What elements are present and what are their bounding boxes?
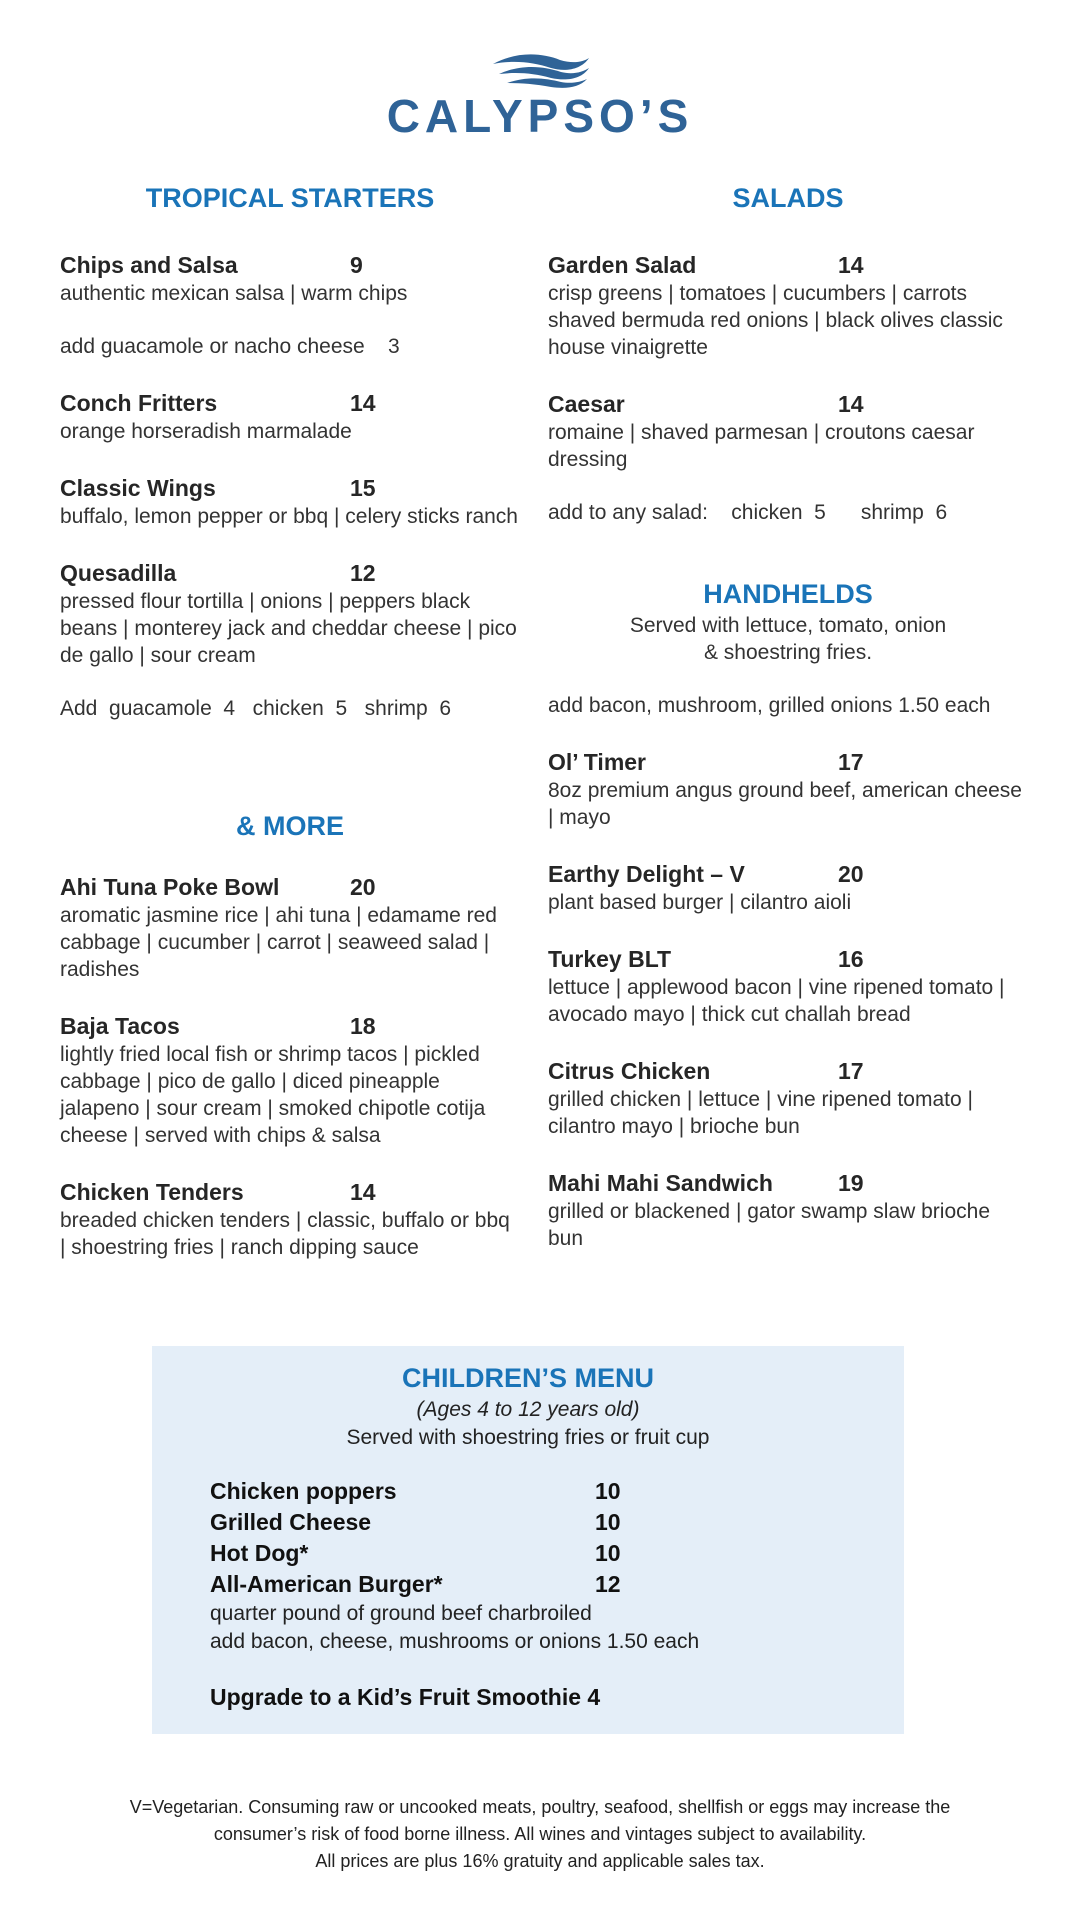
item-name: Baja Tacos (60, 1013, 180, 1039)
footer-line: consumer’s risk of food borne illness. All wines and vintages subject to availability. (213, 1824, 867, 1844)
salads-title: SALADS (732, 183, 844, 213)
item-name: Ahi Tuna Poke Bowl (60, 874, 280, 900)
item-price: 14 (350, 1179, 376, 1205)
item-price: 14 (838, 391, 864, 417)
item-name: Citrus Chicken (548, 1058, 711, 1084)
menu-item (548, 944, 1028, 1028)
item-price: 15 (350, 475, 376, 501)
menu-item (60, 872, 520, 983)
burger-desc: quarter pound of ground beef charbroiled (210, 1602, 592, 1625)
item-price: 19 (838, 1170, 864, 1196)
item-name: Conch Fritters (60, 390, 218, 416)
item-price: 16 (838, 946, 864, 972)
item-desc: authentic mexican salsa | warm chips (60, 282, 408, 305)
handhelds-title: HANDHELDS (703, 579, 873, 609)
item-price: 17 (838, 749, 864, 775)
kids-title: CHILDREN’S MENU (401, 1363, 654, 1393)
item-price: 20 (350, 874, 376, 900)
menu-item (60, 1177, 520, 1261)
kids-item (210, 1507, 904, 1538)
item-desc: buffalo, lemon pepper or bbq | celery sticks ranch (60, 505, 518, 528)
kids-item (210, 1538, 904, 1569)
item-name: Mahi Mahi Sandwich (548, 1170, 773, 1196)
footer-disclaimer (60, 1794, 1020, 1875)
item-name: All-American Burger* (210, 1571, 443, 1597)
item-desc: romaine | shaved parmesan | croutons caesar dressing (548, 421, 975, 471)
left-column (60, 180, 520, 1261)
kids-served: Served with shoestring fries or fruit cup (346, 1426, 710, 1449)
item-name: Hot Dog* (210, 1540, 309, 1566)
item-name: Caesar (548, 391, 625, 417)
menu-item (548, 389, 1028, 473)
starters-title: TROPICAL STARTERS (145, 183, 435, 213)
item-desc: orange horseradish marmalade (60, 420, 352, 443)
item-desc: lightly fried local fish or shrimp tacos | pickled cabbage | pico de gallo | diced pineapple jalapeno | sour cream | smoked chipotle cotija cheese | served with chips & salsa (60, 1043, 486, 1147)
burger-addon: add bacon, cheese, mushrooms or onions 1.50 each (210, 1630, 700, 1653)
right-column (548, 180, 1028, 1252)
item-name: Earthy Delight – V (548, 861, 745, 887)
item-desc: aromatic jasmine rice | ahi tuna | edamame red cabbage | cucumber | carrot | seaweed salad | radishes (60, 904, 497, 981)
item-price: 10 (595, 1540, 621, 1566)
handhelds-subtitle: Served with lettuce, tomato, onion (629, 614, 947, 637)
handhelds-addon: add bacon, mushroom, grilled onions 1.50 each (548, 694, 991, 717)
item-name: Garden Salad (548, 252, 697, 278)
kids-item (210, 1476, 904, 1507)
kids-item (210, 1569, 904, 1600)
item-price: 10 (595, 1509, 621, 1535)
menu-item (548, 1056, 1028, 1140)
item-name: Chips and Salsa (60, 252, 238, 278)
item-desc: breaded chicken tenders | classic, buffalo or bbq | shoestring fries | ranch dipping sauce (60, 1209, 510, 1259)
item-name: Ol’ Timer (548, 749, 647, 775)
footer-line: V=Vegetarian. Consuming raw or uncooked meats, poultry, seafood, shellfish or eggs may increase the (129, 1797, 951, 1817)
item-price: 12 (350, 560, 376, 586)
item-name: Quesadilla (60, 560, 177, 586)
item-name: Classic Wings (60, 475, 216, 501)
menu-item (60, 388, 520, 445)
item-price: 12 (595, 1571, 621, 1597)
item-price: 10 (595, 1478, 621, 1504)
menu-item (60, 473, 520, 530)
menu-item (548, 747, 1028, 831)
item-name: Chicken poppers (210, 1478, 397, 1504)
item-price: 14 (838, 252, 864, 278)
menu-item (548, 250, 1028, 361)
menu-item (60, 1011, 520, 1149)
item-price: 20 (838, 861, 864, 887)
kids-ages: (Ages 4 to 12 years old) (416, 1398, 640, 1421)
smoothie-upgrade: Upgrade to a Kid’s Fruit Smoothie 4 (210, 1684, 601, 1710)
item-name: Grilled Cheese (210, 1509, 372, 1535)
quesadilla-addon: Add guacamole 4 chicken 5 shrimp 6 (60, 697, 452, 720)
menu-item (60, 558, 520, 669)
item-price: 14 (350, 390, 376, 416)
more-title: & MORE (236, 811, 344, 841)
wave-icon (485, 50, 595, 90)
menu-item (548, 859, 1028, 916)
item-price: 18 (350, 1013, 376, 1039)
salad-addon: add to any salad: chicken 5 shrimp 6 (548, 501, 948, 524)
logo (0, 50, 1080, 142)
footer-line: All prices are plus 16% gratuity and applicable sales tax. (315, 1851, 765, 1871)
item-desc: crisp greens | tomatoes | cucumbers | carrots shaved bermuda red onions | black olives classic house vinaigrette (548, 282, 1003, 359)
chips-addon: add guacamole or nacho cheese 3 (60, 335, 400, 358)
item-desc: lettuce | applewood bacon | vine ripened tomato | avocado mayo | thick cut challah bread (548, 976, 1005, 1026)
item-desc: grilled or blackened | gator swamp slaw brioche bun (548, 1200, 991, 1250)
brand-name: CALYPSO’S (386, 90, 694, 142)
menu-item (548, 1168, 1028, 1252)
item-name: Turkey BLT (548, 946, 672, 972)
item-price: 9 (350, 252, 363, 278)
menu-item (60, 250, 520, 307)
children-menu-box (152, 1346, 904, 1734)
item-desc: 8oz premium angus ground beef, american cheese | mayo (548, 779, 1022, 829)
item-desc: grilled chicken | lettuce | vine ripened tomato | cilantro mayo | brioche bun (548, 1088, 973, 1138)
item-desc: pressed flour tortilla | onions | peppers black beans | monterey jack and cheddar cheese | pico de gallo | sour cream (60, 590, 517, 667)
item-price: 17 (838, 1058, 864, 1084)
item-name: Chicken Tenders (60, 1179, 244, 1205)
handhelds-subtitle-2: & shoestring fries. (703, 641, 873, 664)
kids-list (210, 1476, 904, 1712)
item-desc: plant based burger | cilantro aioli (548, 891, 852, 914)
